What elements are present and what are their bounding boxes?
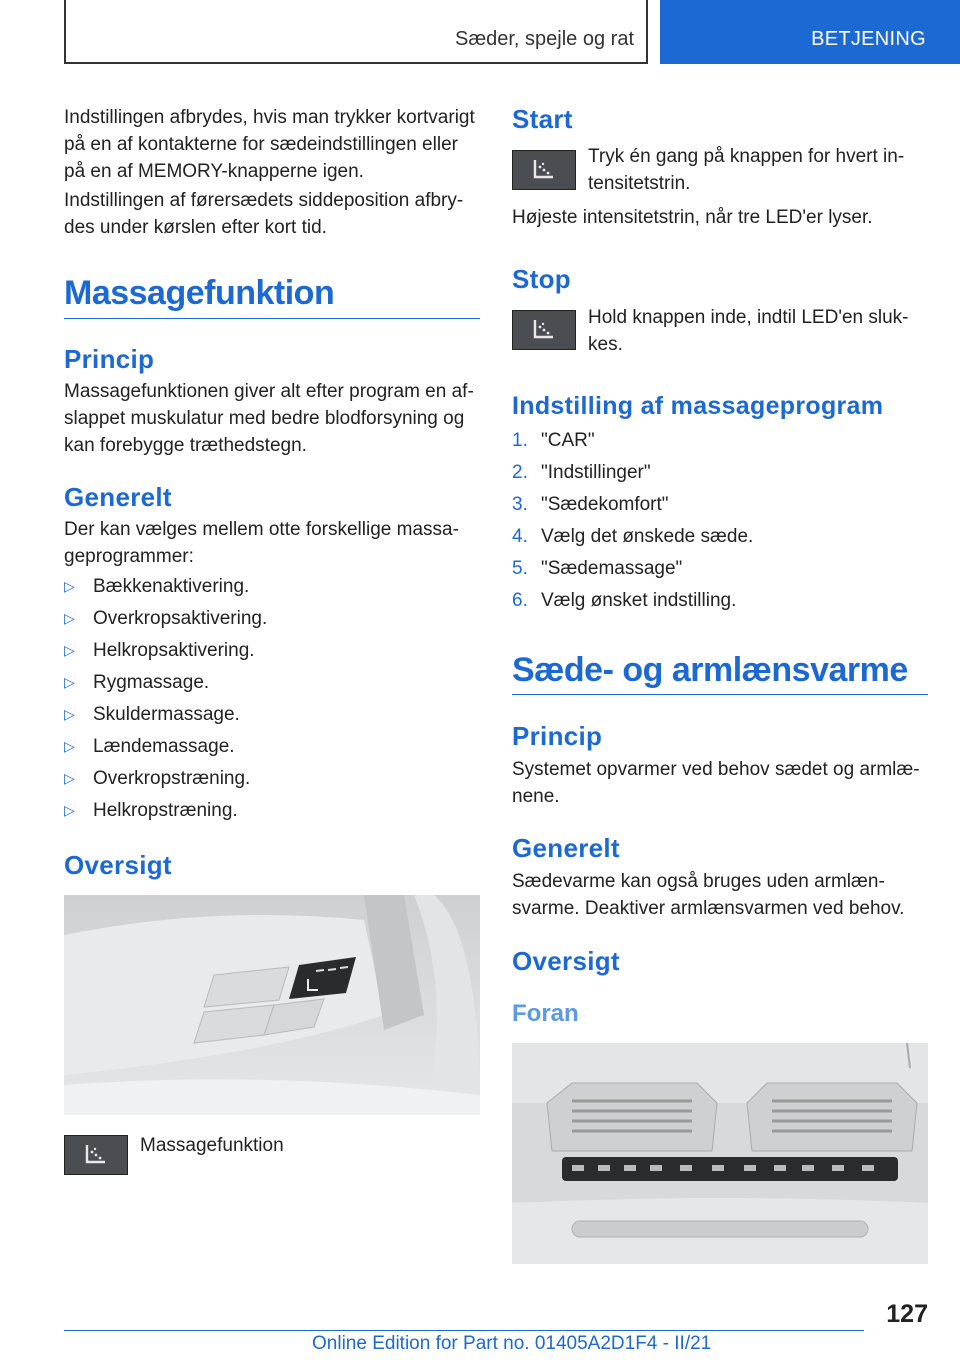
stop-heading: Stop <box>512 264 571 294</box>
list-item: ▷ Bækkenaktivering. <box>64 573 480 605</box>
heading-rule <box>512 694 928 695</box>
oversigt-heading-right: Oversigt <box>512 946 620 976</box>
start-heading: Start <box>512 104 573 134</box>
list-item: ▷ Rygmassage. <box>64 669 480 701</box>
footer-edition: Online Edition for Part no. 01405A2D1F4 - II/21 <box>312 1333 712 1354</box>
header-chapter-title: BETJENING <box>811 28 926 50</box>
intro-paragraph-2: Indstillingen af førersædets siddeposition afbry-des under kørslen efter kort tid. <box>64 190 464 238</box>
foran-heading: Foran <box>512 1000 579 1027</box>
generelt-heading: Generelt <box>64 482 172 512</box>
list-item: 1. "CAR" <box>512 430 595 451</box>
generelt-text: Der kan vælges mellem otte forskellige massa-geprogrammer: <box>64 519 459 567</box>
massage-seat-icon <box>64 1135 128 1175</box>
header-section-box <box>64 0 648 64</box>
triangle-right-icon: ▷ <box>64 738 75 754</box>
triangle-right-icon: ▷ <box>64 578 75 594</box>
start-text: Tryk én gang på knappen for hvert in-tensitetstrin. <box>588 146 905 194</box>
list-item: 5. "Sædemassage" <box>512 558 683 579</box>
intro-paragraph-1: Indstillingen afbrydes, hvis man trykker kortvarigt på en af kontakterne for sædeindstillingen eller på en af MEMORY-knapperne igen. <box>64 107 475 182</box>
triangle-right-icon: ▷ <box>64 706 75 722</box>
oversigt-heading: Oversigt <box>64 850 172 880</box>
icon-caption-massage: Massagefunktion <box>140 1135 284 1156</box>
seat-heating-heading: Sæde- og armlænsvarme <box>512 651 908 689</box>
princip-heading-right: Princip <box>512 721 603 751</box>
triangle-right-icon: ▷ <box>64 610 75 626</box>
list-item: 2. "Indstillinger" <box>512 462 651 483</box>
list-item: ▷ Skuldermassage. <box>64 701 480 733</box>
generelt-heading-right: Generelt <box>512 833 620 863</box>
program-heading: Indstilling af massageprogram <box>512 392 884 420</box>
header-chapter-tab <box>660 0 960 64</box>
program-steps-list <box>512 427 928 619</box>
dashboard-controls-photo <box>512 1043 928 1264</box>
princip-heading: Princip <box>64 344 155 374</box>
triangle-right-icon: ▷ <box>64 802 75 818</box>
triangle-right-icon: ▷ <box>64 674 75 690</box>
princip-text: Massagefunktionen giver alt efter program en af-slappet muskulatur med bedre blodforsyning og kan forebygge træthedstegn. <box>64 381 474 456</box>
heading-rule <box>64 318 480 319</box>
stop-text: Hold knappen inde, indtil LED'en sluk-kes. <box>588 307 909 355</box>
princip-text-right: Systemet opvarmer ved behov sædet og armlæ-nene. <box>512 759 920 807</box>
list-item: 6. Vælg ønsket indstilling. <box>512 590 737 611</box>
header-section-title: Sæder, spejle og rat <box>455 28 634 50</box>
massage-heading: Massagefunktion <box>64 274 335 312</box>
triangle-right-icon: ▷ <box>64 770 75 786</box>
list-item: ▷ Overkropstræning. <box>64 765 480 797</box>
massage-seat-icon <box>512 310 576 350</box>
footer-rule <box>64 1330 864 1331</box>
list-item: ▷ Overkropsaktivering. <box>64 605 480 637</box>
massage-program-list <box>64 573 480 829</box>
triangle-right-icon: ▷ <box>64 642 75 658</box>
seat-controls-photo <box>64 895 480 1115</box>
list-item: 4. Vælg det ønskede sæde. <box>512 526 754 547</box>
list-item: 3. "Sædekomfort" <box>512 494 669 515</box>
start-note: Højeste intensitetstrin, når tre LED'er lyser. <box>512 207 873 228</box>
massage-seat-icon <box>512 150 576 190</box>
list-item: ▷ Lændemassage. <box>64 733 480 765</box>
list-item: ▷ Helkropstræning. <box>64 797 480 829</box>
list-item: ▷ Helkropsaktivering. <box>64 637 480 669</box>
generelt-text-right: Sædevarme kan også bruges uden armlæn-svarme. Deaktiver armlænsvarmen ved behov. <box>512 871 905 919</box>
page-number: 127 <box>886 1300 928 1328</box>
